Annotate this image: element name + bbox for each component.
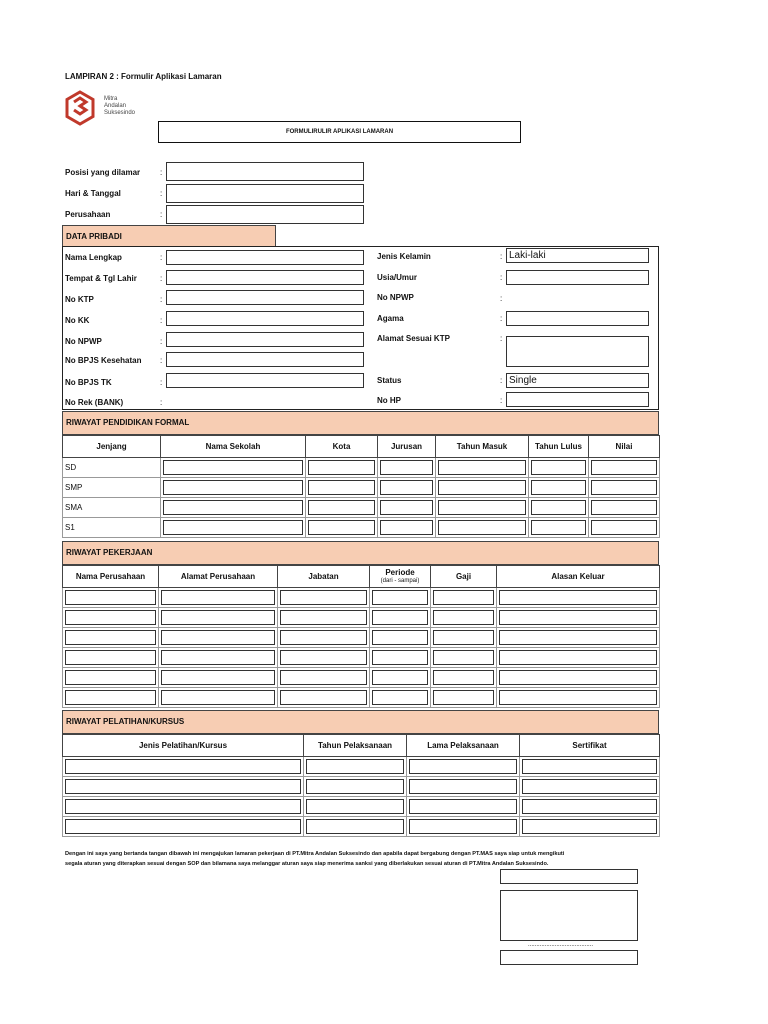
training-input[interactable] xyxy=(65,799,301,814)
date-input[interactable] xyxy=(166,184,364,203)
training-input[interactable] xyxy=(409,819,517,834)
work-input[interactable] xyxy=(499,610,657,625)
work-input[interactable] xyxy=(372,590,428,605)
age-input[interactable] xyxy=(506,270,649,285)
position-input[interactable] xyxy=(166,162,364,181)
table-row xyxy=(63,817,660,837)
work-col-reason: Alasan Keluar xyxy=(497,566,660,588)
phone-label: No HP xyxy=(377,396,401,405)
status-field[interactable]: Single xyxy=(506,373,649,388)
table-row xyxy=(63,757,660,777)
work-input[interactable] xyxy=(161,590,275,605)
training-input[interactable] xyxy=(306,759,404,774)
bpjs-tk-input[interactable] xyxy=(166,373,364,388)
edu-input[interactable] xyxy=(163,480,303,495)
mas-logo-icon xyxy=(64,90,96,126)
work-input[interactable] xyxy=(280,650,367,665)
work-col-address: Alamat Perusahaan xyxy=(159,566,278,588)
training-input[interactable] xyxy=(65,779,301,794)
full-name-input[interactable] xyxy=(166,250,364,265)
work-input[interactable] xyxy=(372,630,428,645)
table-row xyxy=(63,648,660,668)
edu-input[interactable] xyxy=(163,500,303,515)
work-input[interactable] xyxy=(433,610,494,625)
edu-input[interactable] xyxy=(308,500,375,515)
signature-box[interactable] xyxy=(500,890,638,941)
edu-col-grad: Tahun Lulus xyxy=(529,436,589,458)
edu-col-school: Nama Sekolah xyxy=(161,436,306,458)
edu-input[interactable] xyxy=(380,460,433,475)
edu-input[interactable] xyxy=(591,520,657,535)
edu-input[interactable] xyxy=(308,460,375,475)
edu-input[interactable] xyxy=(531,460,586,475)
work-input[interactable] xyxy=(65,690,156,705)
gender-label: Jenis Kelamin xyxy=(377,252,431,261)
edu-input[interactable] xyxy=(591,500,657,515)
education-table xyxy=(62,435,660,538)
training-input[interactable] xyxy=(522,779,657,794)
table-row xyxy=(63,668,660,688)
table-row xyxy=(63,688,660,708)
edu-input[interactable] xyxy=(380,520,433,535)
work-input[interactable] xyxy=(280,690,367,705)
training-table xyxy=(62,734,660,837)
work-input[interactable] xyxy=(280,590,367,605)
edu-input[interactable] xyxy=(438,480,526,495)
work-col-company: Nama Perusahaan xyxy=(63,566,159,588)
edu-col-level: Jenjang xyxy=(63,436,161,458)
logo-text-3: Suksesindo xyxy=(104,110,136,116)
address-label: Alamat Sesuai KTP xyxy=(377,334,450,343)
work-input[interactable] xyxy=(433,650,494,665)
kk-input[interactable] xyxy=(166,311,364,326)
table-row xyxy=(63,498,660,518)
declaration-line-1: Dengan ini saya yang bertanda tangan dibawah ini mengajukan lamaran pekerjaan di PT.Mitra Andalan Suksesindo dan apabila dapat bergabung dengan PT.MAS saya siap untuk mengikuti xyxy=(65,851,565,857)
section-education: RIWAYAT PENDIDIKAN FORMAL xyxy=(62,411,659,435)
work-input[interactable] xyxy=(65,590,156,605)
edu-level: SMA xyxy=(63,498,161,518)
work-input[interactable] xyxy=(499,630,657,645)
edu-level: SMP xyxy=(63,478,161,498)
work-input[interactable] xyxy=(280,610,367,625)
work-input[interactable] xyxy=(499,690,657,705)
edu-input[interactable] xyxy=(591,480,657,495)
form-title-box: FORMULIRULIR APLIKASI LAMARAN xyxy=(158,121,521,143)
work-input[interactable] xyxy=(372,670,428,685)
edu-level: SD xyxy=(63,458,161,478)
religion-input[interactable] xyxy=(506,311,649,326)
work-input[interactable] xyxy=(433,670,494,685)
signature-date-box[interactable] xyxy=(500,869,638,884)
train-col-certificate: Sertifikat xyxy=(520,735,660,757)
edu-input[interactable] xyxy=(380,500,433,515)
train-col-type: Jenis Pelatihan/Kursus xyxy=(63,735,304,757)
table-row xyxy=(63,478,660,498)
birth-label: Tempat & Tgl Lahir xyxy=(65,274,137,283)
table-row xyxy=(63,518,660,538)
edu-input[interactable] xyxy=(438,500,526,515)
declaration-text xyxy=(65,849,564,869)
section-work: RIWAYAT PEKERJAAN xyxy=(62,541,659,565)
table-row xyxy=(63,797,660,817)
work-input[interactable] xyxy=(161,610,275,625)
work-input[interactable] xyxy=(372,650,428,665)
work-table xyxy=(62,565,660,708)
work-input[interactable] xyxy=(161,630,275,645)
training-input[interactable] xyxy=(522,799,657,814)
period-sub-label: (dari - sampai) xyxy=(380,577,420,584)
company-input[interactable] xyxy=(166,205,364,224)
table-row xyxy=(63,608,660,628)
section-training: RIWAYAT PELATIHAN/KURSUS xyxy=(62,710,659,734)
bpjs-kes-input[interactable] xyxy=(166,352,364,367)
birth-input[interactable] xyxy=(166,270,364,285)
signature-dots: ....................................... xyxy=(528,942,594,948)
work-input[interactable] xyxy=(161,650,275,665)
work-col-salary: Gaji xyxy=(431,566,497,588)
training-input[interactable] xyxy=(522,819,657,834)
edu-col-entry: Tahun Masuk xyxy=(436,436,529,458)
train-col-year: Tahun Pelaksanaan xyxy=(304,735,407,757)
train-col-duration: Lama Pelaksanaan xyxy=(407,735,520,757)
training-input[interactable] xyxy=(409,779,517,794)
kk-label: No KK xyxy=(65,316,90,325)
work-input[interactable] xyxy=(280,630,367,645)
training-input[interactable] xyxy=(409,759,517,774)
religion-label: Agama xyxy=(377,314,404,323)
edu-col-score: Nilai xyxy=(589,436,660,458)
work-input[interactable] xyxy=(65,670,156,685)
work-input[interactable] xyxy=(433,630,494,645)
table-row xyxy=(63,777,660,797)
date-label: Hari & Tanggal xyxy=(65,189,121,198)
work-input[interactable] xyxy=(161,670,275,685)
logo-text-1: Mitra xyxy=(104,96,118,102)
section-personal: DATA PRIBADI xyxy=(62,225,276,247)
work-col-period: Periode (dari - sampai) xyxy=(370,566,431,588)
training-input[interactable] xyxy=(306,819,404,834)
edu-input[interactable] xyxy=(531,520,586,535)
edu-input[interactable] xyxy=(308,480,375,495)
work-input[interactable] xyxy=(433,590,494,605)
bank-label: No Rek (BANK) xyxy=(65,398,124,407)
gender-field[interactable]: Laki-laki xyxy=(506,248,649,263)
declaration-line-2: segala aturan yang diterapkan sesuai dengan SOP dan bilamana saya melanggar aturan saya siap menerima sanksi yang diberlakukan sesuai aturan di PT.Mitra Andalan Suksesindo. xyxy=(65,861,549,867)
work-input[interactable] xyxy=(499,590,657,605)
edu-input[interactable] xyxy=(438,460,526,475)
edu-input[interactable] xyxy=(531,480,586,495)
training-input[interactable] xyxy=(65,759,301,774)
edu-input[interactable] xyxy=(438,520,526,535)
signature-name-box[interactable] xyxy=(500,950,638,965)
bpjs-tk-label: No BPJS TK xyxy=(65,378,112,387)
training-input[interactable] xyxy=(522,759,657,774)
work-input[interactable] xyxy=(433,690,494,705)
work-input[interactable] xyxy=(372,610,428,625)
npwp-label: No NPWP xyxy=(65,337,102,346)
work-input[interactable] xyxy=(280,670,367,685)
edu-input[interactable] xyxy=(531,500,586,515)
bpjs-kes-label: No BPJS Kesehatan xyxy=(65,356,142,365)
phone-input[interactable] xyxy=(506,392,649,407)
ktp-input[interactable] xyxy=(166,290,364,305)
edu-input[interactable] xyxy=(591,460,657,475)
edu-input[interactable] xyxy=(380,480,433,495)
work-input[interactable] xyxy=(65,650,156,665)
npwp-input[interactable] xyxy=(166,332,364,347)
edu-input[interactable] xyxy=(163,460,303,475)
table-row xyxy=(63,628,660,648)
table-row xyxy=(63,588,660,608)
training-input[interactable] xyxy=(409,799,517,814)
training-input[interactable] xyxy=(306,799,404,814)
npwp-right-label: No NPWP xyxy=(377,293,414,302)
ktp-label: No KTP xyxy=(65,295,94,304)
company-label: Perusahaan xyxy=(65,210,111,219)
edu-input[interactable] xyxy=(308,520,375,535)
status-label: Status xyxy=(377,376,402,385)
work-input[interactable] xyxy=(499,670,657,685)
training-input[interactable] xyxy=(306,779,404,794)
edu-input[interactable] xyxy=(163,520,303,535)
training-input[interactable] xyxy=(65,819,301,834)
work-input[interactable] xyxy=(372,690,428,705)
work-input[interactable] xyxy=(65,630,156,645)
work-input[interactable] xyxy=(499,650,657,665)
full-name-label: Nama Lengkap xyxy=(65,253,122,262)
company-logo xyxy=(64,90,144,130)
logo-text-2: Andalan xyxy=(104,103,127,109)
edu-col-city: Kota xyxy=(306,436,378,458)
work-col-position: Jabatan xyxy=(278,566,370,588)
work-input[interactable] xyxy=(161,690,275,705)
edu-level: S1 xyxy=(63,518,161,538)
address-input[interactable] xyxy=(506,336,649,367)
age-label: Usia/Umur xyxy=(377,273,418,282)
page-title: LAMPIRAN 2 : Formulir Aplikasi Lamaran xyxy=(65,72,222,81)
work-input[interactable] xyxy=(65,610,156,625)
edu-col-major: Jurusan xyxy=(378,436,436,458)
position-label: Posisi yang dilamar xyxy=(65,168,141,177)
table-row xyxy=(63,458,660,478)
